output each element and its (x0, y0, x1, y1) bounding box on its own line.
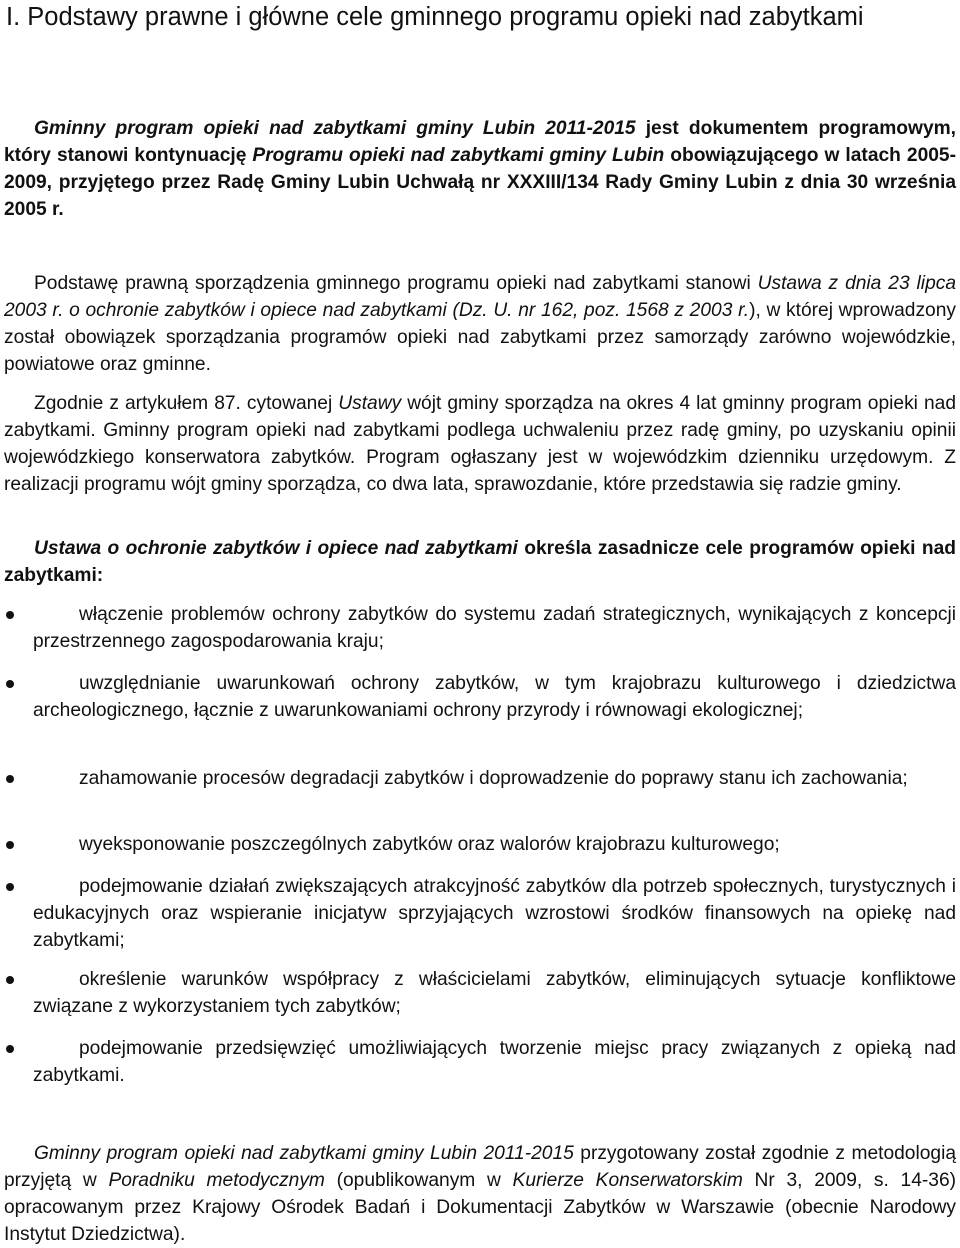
list-item (4, 601, 956, 655)
list-item-text: zahamowanie procesów degradacji zabytków i doprowadzenie do poprawy stanu ich zachowania; (79, 768, 908, 789)
list-item-text: określenie warunków współpracy z właścicielami zabytków, eliminujących sytuacje konfliktowe związane z wykorzystaniem tych zabytków; (33, 969, 956, 1017)
methodology-text-a: przygotowany został zgodnie z metodologią przyjętą w (4, 1143, 956, 1191)
goals-intro-paragraph (4, 535, 956, 589)
list-item (4, 831, 956, 858)
journal-title: Kurierze Konserwatorskim (512, 1170, 743, 1191)
act-title: Ustawa o ochronie zabytków i opiece nad zabytkami (34, 538, 518, 559)
goals-intro-text: określa zasadnicze cele programów opieki nad zabytkami: (4, 538, 956, 586)
legal-basis-text-a: Podstawę prawną sporządzenia gminnego programu opieki nad zabytkami stanowi (34, 273, 758, 294)
bullet-icon (6, 883, 14, 891)
legal-basis-paragraph (4, 270, 956, 378)
act-reference: Ustawy (338, 393, 402, 414)
bullet-icon (6, 1045, 14, 1053)
legal-basis-text-b: ), w której wprowadzony został obowiązek sporządzania programów opieki nad zabytkami przez samorządy zarówno wojewódzkie, powiatowe oraz gminne. (4, 300, 956, 375)
intro-text-a: jest dokumentem programowym, który stanowi kontynuację (4, 118, 957, 166)
list-item-text: uwzględnianie uwarunkowań ochrony zabytków, w tym krajobrazu kulturowego i dziedzictwa archeologicznego, łącznie z uwarunkowaniami ochrony przyrody i równowagi ekologicznej; (33, 673, 956, 721)
section-heading: I. Podstawy prawne i główne cele gminnego programu opieki nad zabytkami (6, 3, 864, 31)
bullet-icon (6, 611, 14, 619)
intro-text-b: obowiązującego w latach 2005-2009, przyjętego przez Radę Gminy Lubin Uchwałą nr XXXIII/134 Rady Gminy Lubin z dnia 30 września 2005 r. (4, 145, 956, 220)
list-item (4, 966, 956, 1020)
bullet-icon (6, 680, 14, 688)
list-item-text: podejmowanie działań zwiększających atrakcyjność zabytków dla potrzeb społecznych, turystycznych i edukacyjnych oraz wspieranie inicjatyw sprzyjających wzrostowi środków finansowych na opiekę nad zabytkami; (33, 876, 956, 951)
act-citation: Ustawa z dnia 23 lipca 2003 r. o ochronie zabytków i opiece nad zabytkami (Dz. U. nr 162, poz. 1568 z 2003 r. (4, 273, 956, 321)
list-item-text: wyeksponowanie poszczególnych zabytków oraz walorów krajobrazu kulturowego; (79, 834, 780, 855)
program-title-2: Gminny program opieki nad zabytkami gminy Lubin 2011-2015 (34, 1143, 574, 1164)
guide-title: Poradniku metodycznym (108, 1170, 325, 1191)
bullet-icon (6, 841, 14, 849)
list-item (4, 1035, 956, 1089)
bullet-icon (6, 976, 14, 984)
methodology-text-c: Nr 3, 2009, s. 14-36) opracowanym przez Krajowy Ośrodek Badań i Dokumentacji Zabytków w Warszawie (obecnie Narodowy Instytut Dziedzictwa). (4, 1170, 957, 1245)
program-title: Gminny program opieki nad zabytkami gminy Lubin 2011-2015 (34, 118, 636, 139)
methodology-text-b: (opublikowanym w (324, 1170, 513, 1191)
list-item (4, 765, 956, 792)
bullet-icon (6, 775, 14, 783)
intro-paragraph (4, 115, 956, 223)
list-item (4, 873, 956, 954)
previous-program-title: Programu opieki nad zabytkami gminy Lubin (252, 145, 665, 166)
article-text-b: wójt gminy sporządza na okres 4 lat gminny program opieki nad zabytkami. Gminny program opieki nad zabytkami podlega uchwaleniu przez radę gminy, po uzyskaniu opinii wojewódzkiego konserwatora zabytków. Program ogłaszany jest w wojewódzkim dzienniku urzędowym. Z realizacji programu wójt gminy sporządza, co dwa lata, sprawozdanie, które przedstawia się radzie gminy. (4, 393, 956, 495)
article-87-paragraph (4, 390, 956, 498)
article-text-a: Zgodnie z artykułem 87. cytowanej (34, 393, 339, 414)
methodology-paragraph (4, 1140, 956, 1248)
list-item-text: włączenie problemów ochrony zabytków do systemu zadań strategicznych, wynikających z koncepcji przestrzennego zagospodarowania kraju; (33, 604, 956, 652)
list-item (4, 670, 956, 724)
list-item-text: podejmowanie przedsięwzięć umożliwiających tworzenie miejsc pracy związanych z opieką nad zabytkami. (33, 1038, 956, 1086)
